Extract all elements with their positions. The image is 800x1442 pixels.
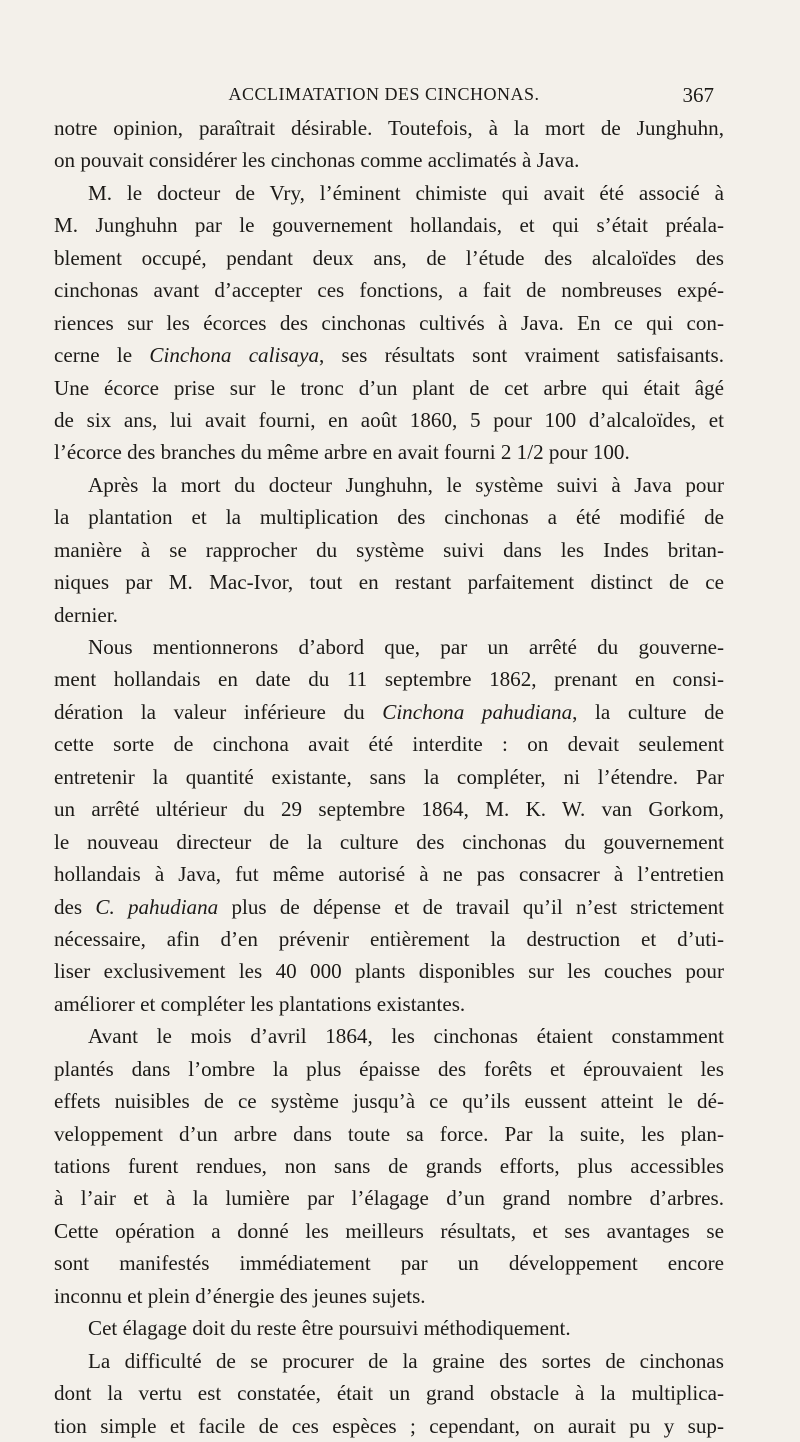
text-line: nécessaire, afin d’en prévenir entièrement la destruction et d’uti- [54, 926, 724, 951]
text-line: Une écorce prise sur le tronc d’un plant de cet arbre qui était âgé [54, 375, 724, 400]
text-line: ment hollandais en date du 11 septembre 1862, prenant en consi- [54, 667, 724, 692]
text-line: M. Junghuhn par le gouvernement hollandais, et qui s’était préala- [54, 213, 724, 238]
text-line: cinchonas avant d’accepter ces fonctions, a fait de nombreuses expé- [54, 278, 724, 303]
text-line: l’écorce des branches du même arbre en avait fourni 2 1/2 pour 100. [54, 440, 630, 465]
running-head [54, 78, 714, 107]
text-line [54, 891, 724, 923]
text-line: Cette opération a donné les meilleurs résultats, et ses avantages se [54, 1218, 724, 1243]
text-line: dernier. [54, 602, 118, 627]
text-line: cette sorte de cinchona avait été interdite : on devait seulement [54, 732, 724, 757]
text-line: améliorer et compléter les plantations existantes. [54, 991, 466, 1016]
text-line [54, 339, 724, 371]
text-line: liser exclusivement les 40 000 plants disponibles sur les couches pour [54, 959, 724, 984]
text-segment: , ses résultats sont vraiment satisfaisants. [319, 343, 724, 368]
text-line: entretenir la quantité existante, sans la compléter, ni l’étendre. Par [54, 764, 724, 789]
text-line: Avant le mois d’avril 1864, les cinchonas étaient constamment [88, 1024, 724, 1049]
text-segment: cerne le [54, 343, 150, 368]
text-line: riences sur les écorces des cinchonas cultivés à Java. En ce qui con- [54, 310, 724, 335]
body-text [54, 112, 724, 1442]
text-segment: plus de dépense et de travail qu’il n’est strictement [218, 894, 724, 919]
text-segment: , la culture de [572, 699, 724, 724]
text-line: La difficulté de se procurer de la graine des sortes de cinchonas [88, 1348, 724, 1373]
page-number: 367 [682, 83, 714, 107]
species-name: Cinchona calisaya [149, 343, 319, 368]
text-line: hollandais à Java, fut même autorisé à ne pas consacrer à l’entretien [54, 862, 724, 887]
text-line: veloppement d’un arbre dans toute sa force. Par la suite, les plan- [54, 1121, 724, 1146]
text-line: M. le docteur de Vry, l’éminent chimiste qui avait été associé à [88, 180, 724, 205]
text-segment: dération la valeur inférieure du [54, 699, 383, 724]
text-line: manière à se rapprocher du système suivi dans les Indes britan- [54, 537, 724, 562]
text-line: inconnu et plein d’énergie des jeunes sujets. [54, 1283, 426, 1308]
text-line: Cet élagage doit du reste être poursuivi méthodiquement. [88, 1316, 571, 1341]
text-line: tion simple et facile de ces espèces ; cependant, on aurait pu y sup- [54, 1413, 724, 1438]
text-segment: des [54, 894, 96, 919]
text-line: Nous mentionnerons d’abord que, par un arrêté du gouverne- [88, 635, 724, 659]
text-line: blement occupé, pendant deux ans, de l’étude des alcaloïdes des [54, 245, 724, 270]
text-line: niques par M. Mac-Ivor, tout en restant parfaitement distinct de ce [54, 570, 724, 595]
text-line [54, 696, 724, 728]
text-line: dont la vertu est constatée, était un grand obstacle à la multiplica- [54, 1381, 724, 1406]
species-name: Cinchona pahudiana [382, 699, 573, 724]
text-line: de six ans, lui avait fourni, en août 1860, 5 pour 100 d’alcaloïdes, et [54, 407, 724, 432]
text-line: sont manifestés immédiatement par un développement encore [54, 1251, 724, 1276]
text-line: plantés dans l’ombre la plus épaisse des forêts et éprouvaient les [54, 1056, 724, 1081]
text-line: le nouveau directeur de la culture des cinchonas du gouvernement [54, 829, 724, 854]
text-line: un arrêté ultérieur du 29 septembre 1864, M. K. W. van Gorkom, [54, 797, 724, 822]
text-line: on pouvait considérer les cinchonas comme acclimatés à Java. [54, 148, 580, 173]
running-title: ACCLIMATATION DES CINCHONAS. [228, 84, 540, 104]
text-line: notre opinion, paraîtrait désirable. Toutefois, à la mort de Junghuhn, [54, 116, 724, 140]
text-line: tations furent rendues, non sans de grands efforts, plus accessibles [54, 1154, 724, 1178]
text-line: à l’air et à la lumière par l’élagage d’un grand nombre d’arbres. [54, 1186, 724, 1211]
text-line: effets nuisibles de ce système jusqu’à ce qu’ils eussent atteint le dé- [54, 1089, 724, 1114]
text-line: Après la mort du docteur Junghuhn, le système suivi à Java pour [88, 472, 724, 497]
species-name: C. pahudiana [95, 894, 219, 919]
text-line: la plantation et la multiplication des cinchonas a été modifié de [54, 505, 724, 530]
